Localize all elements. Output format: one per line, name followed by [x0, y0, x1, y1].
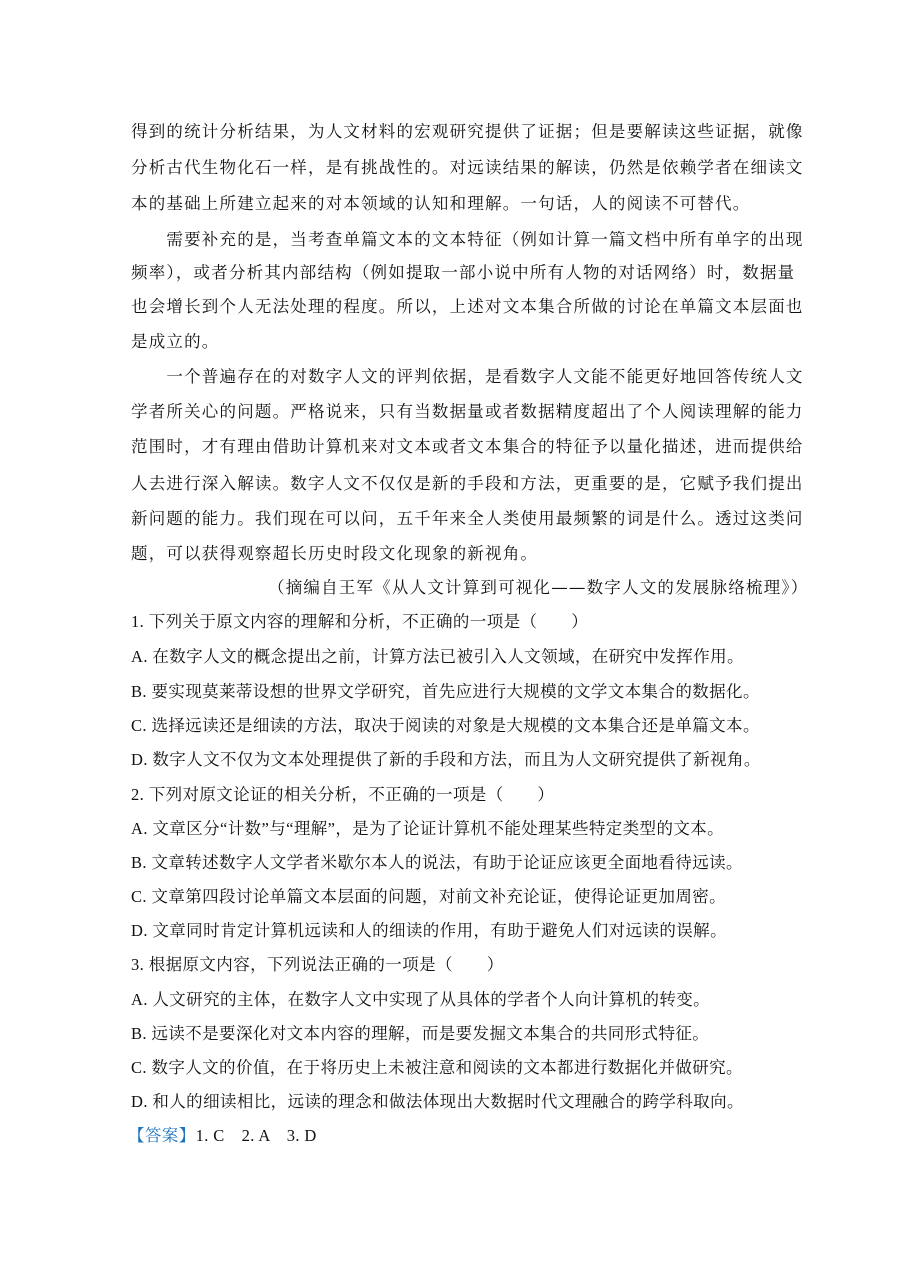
answer-line [128, 1126, 317, 1146]
passage-line: 本的基础上所建立起来的对本领域的认知和理解。一句话，人的阅读不可替代。 [131, 194, 751, 213]
passage-line: 题，可以获得观察超长历史时段文化现象的新视角。 [131, 544, 539, 563]
option-d: D. 数字人文不仅为文本处理提供了新的手段和方法，而且为人文研究提供了新视角。 [131, 750, 761, 769]
passage-line: 是成立的。 [131, 332, 220, 351]
answer-tag: 【答案】 [128, 1126, 196, 1145]
option-c: C. 文章第四段讨论单篇文本层面的问题，对前文补充论证，使得论证更加周密。 [131, 887, 727, 906]
option-d: D. 和人的细读相比，远读的理念和做法体现出大数据时代文理融合的跨学科取向。 [131, 1092, 744, 1111]
passage-line: 范围时，才有理由借助计算机来对文本或者文本集合的特征予以量化描述，进而提供给 [131, 437, 804, 456]
passage-line: 学者所关心的问题。严格说来，只有当数据量或者数据精度超出了个人阅读理解的能力 [131, 402, 804, 421]
option-a: A. 人文研究的主体，在数字人文中实现了从具体的学者个人向计算机的转变。 [131, 990, 711, 1009]
option-a: A. 在数字人文的概念提出之前，计算方法已被引入人文领域，在研究中发挥作用。 [131, 647, 744, 666]
option-b: B. 要实现莫莱蒂设想的世界文学研究，首先应进行大规模的文学文本集合的数据化。 [131, 682, 760, 701]
question-stem: 1. 下列关于原文内容的理解和分析，不正确的一项是（ ） [131, 612, 589, 631]
passage-line: 人去进行深入解读。数字人文不仅仅是新的手段和方法，更重要的是，它赋予我们提出 [131, 474, 804, 493]
passage-line: 分析古代生物化石一样，是有挑战性的。对远读结果的解读，仍然是依赖学者在细读文 [131, 158, 804, 177]
passage-line: 新问题的能力。我们现在可以问，五千年来全人类使用最频繁的词是什么。透过这类问 [131, 509, 804, 528]
answer-text: 1. C 2. A 3. D [195, 1126, 317, 1145]
option-d: D. 文章同时肯定计算机远读和人的细读的作用，有助于避免人们对远读的误解。 [131, 921, 727, 940]
question-stem: 2. 下列对原文论证的相关分析，不正确的一项是（ ） [131, 785, 555, 804]
option-b: B. 文章转述数字人文学者米歇尔本人的说法，有助于论证应该更全面地看待远读。 [131, 853, 743, 872]
question-stem: 3. 根据原文内容，下列说法正确的一项是（ ） [131, 955, 504, 974]
option-a: A. 文章区分“计数”与“理解”，是为了论证计算机不能处理某些特定类型的文本。 [131, 819, 725, 838]
option-c: C. 数字人文的价值，在于将历史上未被注意和阅读的文本都进行数据化并做研究。 [131, 1058, 743, 1077]
passage-line: 也会增长到个人无法处理的程度。所以，上述对文本集合所做的讨论在单篇文本层面也 [131, 297, 804, 316]
passage-line: 得到的统计分析结果，为人文材料的宏观研究提供了证据；但是要解读这些证据，就像 [131, 122, 804, 141]
option-b: B. 远读不是要深化对文本内容的理解，而是要发掘文本集合的共同形式特征。 [131, 1024, 710, 1043]
passage-line: 一个普遍存在的对数字人文的评判依据，是看数字人文能不能更好地回答传统人文 [131, 367, 804, 386]
passage-line: 频率），或者分析其内部结构（例如提取一部小说中所有人物的对话网络）时，数据量 [131, 263, 796, 282]
passage-line: 需要补充的是，当考查单篇文本的文本特征（例如计算一篇文档中所有单字的出现 [131, 230, 804, 249]
source-citation: （摘编自王军《从人文计算到可视化——数字人文的发展脉络梳理》） [268, 578, 809, 597]
option-c: C. 选择远读还是细读的方法，取决于阅读的对象是大规模的文本集合还是单篇文本。 [131, 716, 760, 735]
